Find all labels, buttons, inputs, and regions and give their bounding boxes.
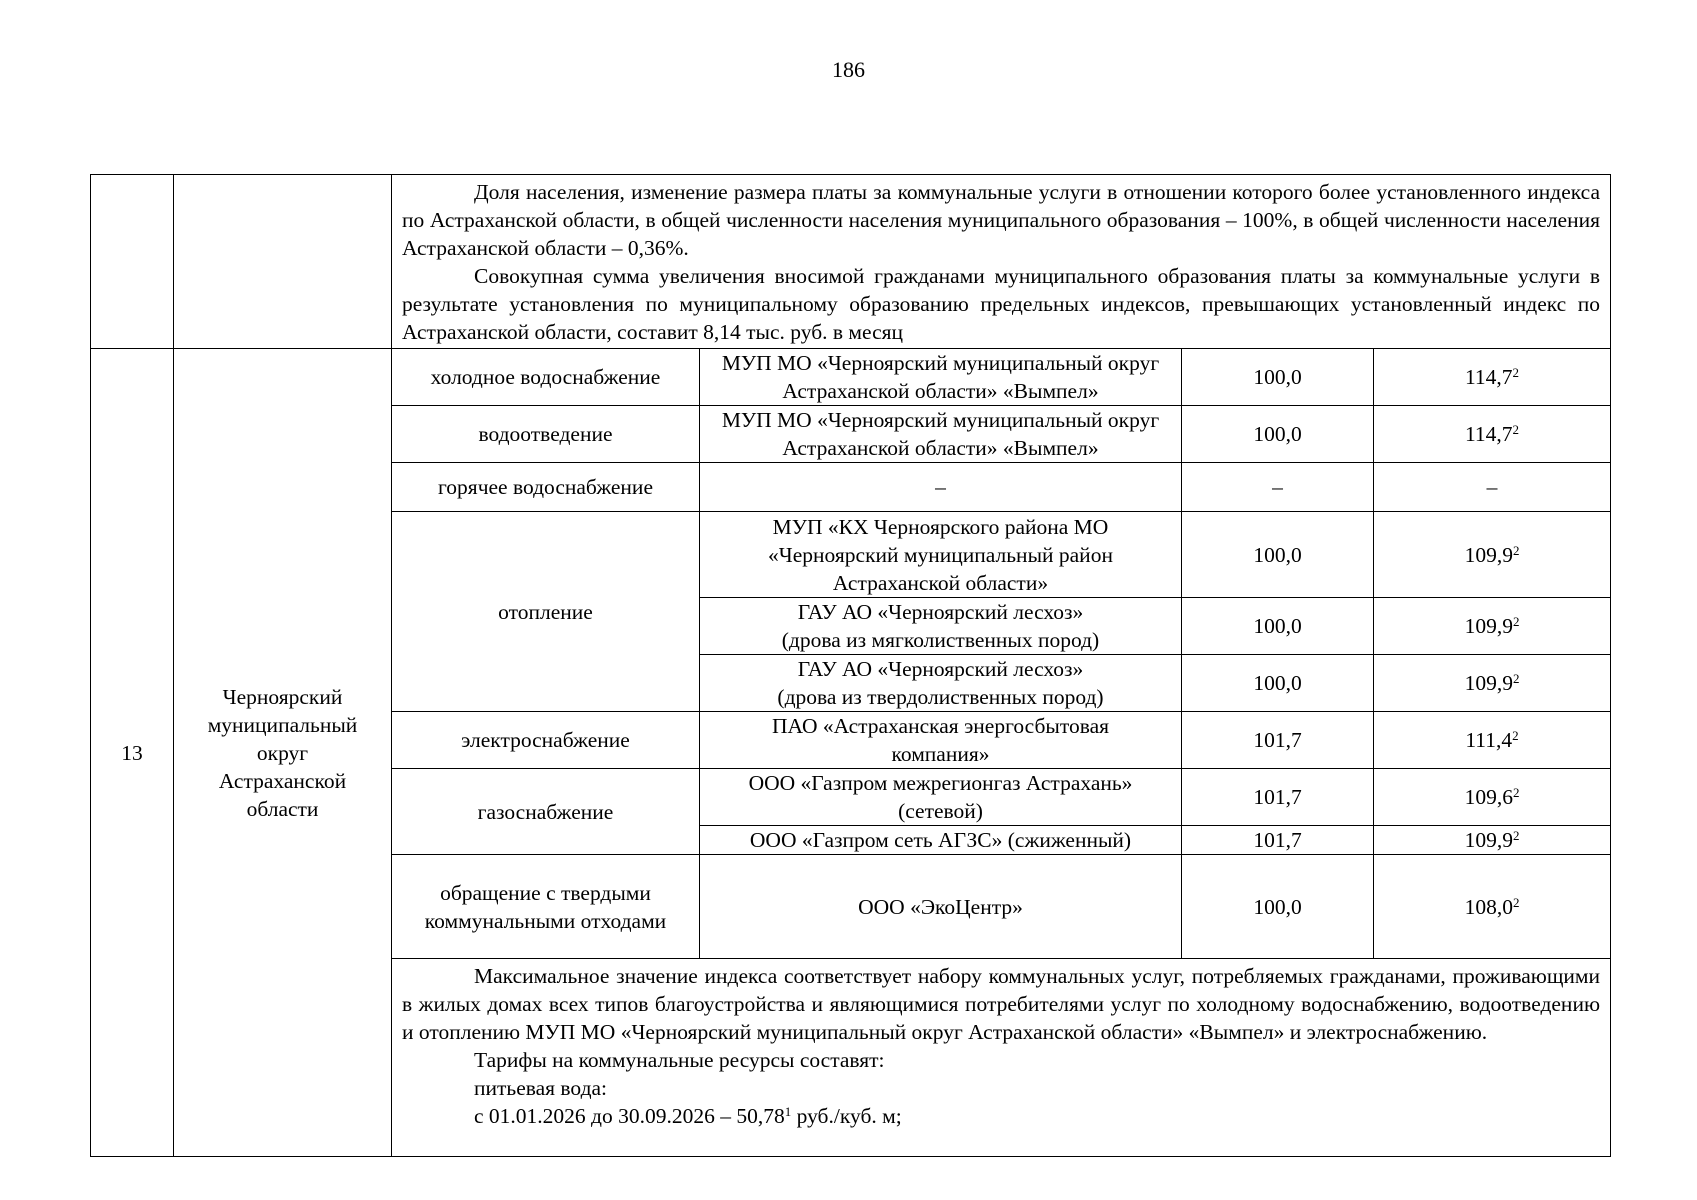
index-max: 109,9 — [1464, 614, 1513, 638]
index-max: 108,0 — [1464, 894, 1513, 919]
period-text: с 01.01.2026 до 30.09.2026 – 50,78 — [474, 1104, 785, 1128]
index-max-cell — [1374, 855, 1611, 959]
provider-name: ПАО «Астраханская энергосбытовая компания» — [700, 712, 1182, 769]
water-line: питьевая вода: — [474, 1076, 608, 1100]
index-min: 101,7 — [1182, 826, 1374, 855]
index-max: 111,4 — [1465, 728, 1513, 752]
provider-name-cell — [700, 598, 1182, 655]
index-max-cell — [1374, 512, 1611, 598]
index-min: 100,0 — [1182, 598, 1374, 655]
index-max: 114,7 — [1464, 422, 1513, 446]
page-number: 186 — [832, 57, 865, 82]
footnote-mark: 1 — [784, 1104, 792, 1119]
index-max: 109,9 — [1464, 542, 1513, 567]
footnote-mark: 2 — [1512, 422, 1520, 437]
footnote-mark: 2 — [1512, 728, 1519, 743]
provider-name: МУП МО «Черноярский муниципальный округ Астраханской области» «Вымпел» — [700, 349, 1182, 406]
index-min: 101,7 — [1182, 769, 1374, 826]
index-max-cell — [1374, 406, 1611, 463]
municipality-name: Черноярский муниципальный округ Астраханской области — [207, 684, 358, 821]
footnote-mark: 2 — [1512, 785, 1520, 800]
provider-name: ГАУ АО «Черноярский лесхоз» — [797, 657, 1084, 681]
provider-note: (дрова из твердолиственных пород) — [777, 685, 1104, 709]
index-max: 109,9 — [1464, 828, 1513, 852]
top-paragraph-1: Доля населения, изменение размера платы за коммунальные услуги в отношении которого более установленного индекса по Астраханской области, в общей численности населения муниципального образования – 100%, в общей численности населения Астраханской области – 0,36%. — [402, 180, 1601, 260]
index-max: 114,7 — [1464, 365, 1513, 389]
index-min: 100,0 — [1182, 655, 1374, 712]
bottom-text-cell — [392, 959, 1611, 1157]
service-name: электроснабжение — [392, 712, 700, 769]
provider-name: ООО «Газпром межрегионгаз Астрахань» (сетевой) — [700, 769, 1182, 826]
index-max: 109,9 — [1464, 671, 1513, 695]
tariffs-line: Тарифы на коммунальные ресурсы составят: — [474, 1048, 885, 1072]
top-text-cell — [392, 175, 1611, 349]
footnote-mark: 2 — [1512, 828, 1520, 843]
empty-number-cell — [91, 175, 174, 349]
index-min: 100,0 — [1182, 512, 1374, 598]
period-unit: руб./куб. м; — [791, 1104, 902, 1128]
provider-name: – — [700, 463, 1182, 512]
service-name: газоснабжение — [392, 769, 700, 855]
service-name: горячее водоснабжение — [392, 463, 700, 512]
index-max-cell — [1374, 598, 1611, 655]
index-max-cell — [1374, 769, 1611, 826]
row-number-cell: 13 — [91, 349, 174, 1157]
service-name: водоотведение — [392, 406, 700, 463]
index-max: – — [1374, 463, 1611, 512]
period-line — [402, 1102, 1600, 1130]
index-max-cell — [1374, 349, 1611, 406]
index-max-cell — [1374, 712, 1611, 769]
tariff-table — [90, 174, 1611, 1157]
provider-name: ГАУ АО «Черноярский лесхоз» — [797, 600, 1084, 624]
empty-name-cell — [174, 175, 392, 349]
footnote-mark: 2 — [1512, 365, 1520, 380]
bottom-paragraph-1: Максимальное значение индекса соответствует набору коммунальных услуг, потребляемых гражданами, проживающими в жилых домах всех типов благоустройства и являющимися потребителями услуг по холодному водоснабжению, водоотведению и отоплению МУП МО «Черноярский муниципальный округ Астраханской области» «Вымпел» и электроснабжению. — [402, 964, 1601, 1044]
top-paragraph-2: Совокупная сумма увеличения вносимой гражданами муниципального образования платы за коммунальные услуги в результате установления по муниципальному образованию предельных индексов, превышающих установленный индекс по Астраханской области, составит 8,14 тыс. руб. в месяц — [402, 264, 1601, 344]
footnote-mark: 2 — [1512, 671, 1520, 686]
index-min: 100,0 — [1182, 406, 1374, 463]
index-min: – — [1182, 463, 1374, 512]
municipality-name-cell — [174, 349, 392, 1157]
index-min: 101,7 — [1182, 712, 1374, 769]
table-row — [91, 349, 1611, 406]
provider-note: (дрова из мягколиственных пород) — [781, 628, 1100, 652]
service-name: холодное водоснабжение — [392, 349, 700, 406]
index-min: 100,0 — [1182, 855, 1374, 959]
index-max-cell — [1374, 655, 1611, 712]
footnote-mark: 2 — [1512, 614, 1520, 629]
provider-name: ООО «ЭкоЦентр» — [700, 855, 1182, 959]
service-name: отопление — [392, 512, 700, 712]
service-name: обращение с твердыми коммунальными отходами — [392, 855, 700, 959]
provider-name: МУП «КХ Черноярского района МО «Черноярский муниципальный район Астраханской области» — [700, 512, 1182, 598]
index-max: 109,6 — [1464, 785, 1513, 809]
footnote-mark: 2 — [1512, 542, 1520, 558]
provider-name: ООО «Газпром сеть АГЗС» (сжиженный) — [700, 826, 1182, 855]
index-min: 100,0 — [1182, 349, 1374, 406]
footnote-mark: 2 — [1512, 894, 1520, 910]
index-max-cell — [1374, 826, 1611, 855]
provider-name: МУП МО «Черноярский муниципальный округ Астраханской области» «Вымпел» — [700, 406, 1182, 463]
table-row — [91, 175, 1611, 349]
provider-name-cell — [700, 655, 1182, 712]
